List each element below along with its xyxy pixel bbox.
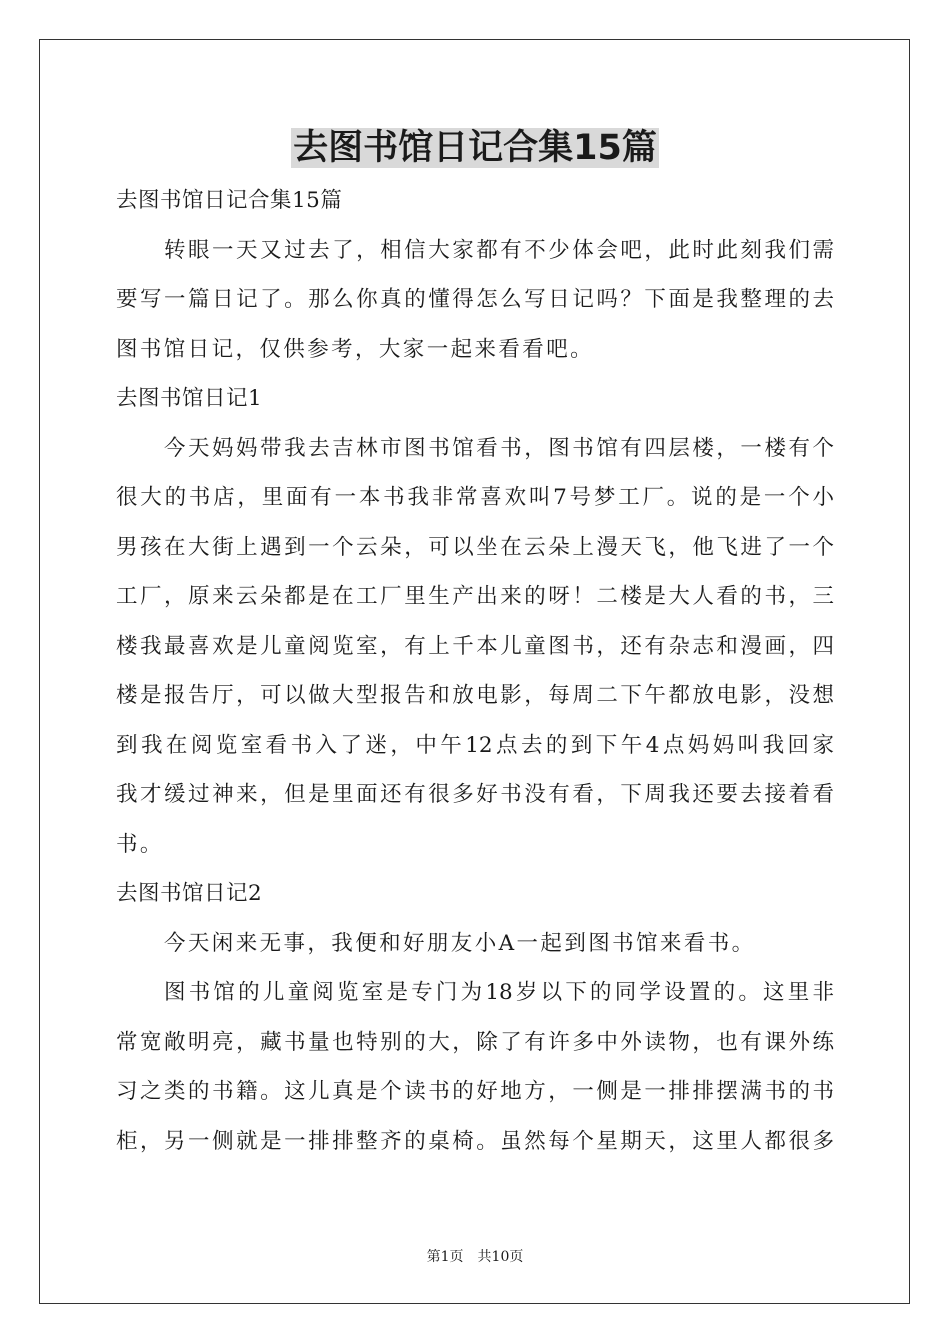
page-number: 第1页	[426, 1249, 464, 1265]
document-body	[116, 176, 834, 1166]
paragraph-line: 转眼一天又过去了，相信大家都有不少体会吧，此时此刻我们需	[164, 237, 834, 263]
paragraph-line: 男孩在大街上遇到一个云朵，可以坐在云朵上漫天飞，他飞进了一个	[116, 534, 834, 560]
paragraph-line: 今天闲来无事，我便和好朋友小A一起到图书馆来看书。	[164, 930, 756, 956]
document-title-text: 去图书馆日记合集15篇	[293, 128, 657, 168]
paragraph-line: 要写一篇日记了。那么你真的懂得怎么写日记吗？下面是我整理的去	[116, 287, 834, 312]
paragraph-line: 图书馆的儿童阅览室是专门为18岁以下的同学设置的。这里非	[164, 980, 834, 1005]
page-total: 共10页	[477, 1249, 524, 1265]
paragraph-line: 我才缓过神来，但是里面还有很多好书没有看，下周我还要去接着看	[116, 782, 834, 807]
paragraph-line: 书。	[116, 831, 164, 857]
section-heading: 去图书馆日记1	[116, 386, 263, 411]
document-title	[0, 124, 950, 172]
paragraph-line: 到我在阅览室看书入了迷，中午12点去的到下午4点妈妈叫我回家	[116, 732, 834, 758]
paragraph-line: 常宽敞明亮，藏书量也特别的大，除了有许多中外读物，也有课外练	[116, 1029, 834, 1055]
section-heading: 去图书馆日记2	[116, 881, 263, 906]
section-heading: 去图书馆日记合集15篇	[116, 188, 343, 213]
paragraph-line: 今天妈妈带我去吉林市图书馆看书，图书馆有四层楼，一楼有个	[164, 435, 834, 461]
paragraph-line: 楼是报告厅，可以做大型报告和放电影，每周二下午都放电影，没想	[116, 683, 834, 708]
paragraph-line: 柜，另一侧就是一排排整齐的桌椅。虽然每个星期天，这里人都很多	[116, 1128, 834, 1154]
paragraph-line: 习之类的书籍。这儿真是个读书的好地方，一侧是一排排摆满书的书	[116, 1079, 834, 1104]
paragraph-line: 图书馆日记，仅供参考，大家一起来看看吧。	[116, 336, 595, 362]
page-footer	[0, 1247, 950, 1267]
paragraph-line: 楼我最喜欢是儿童阅览室，有上千本儿童图书，还有杂志和漫画，四	[116, 633, 834, 659]
paragraph-line: 很大的书店，里面有一本书我非常喜欢叫7号梦工厂。说的是一个小	[116, 485, 834, 510]
paragraph-line: 工厂，原来云朵都是在工厂里生产出来的呀！二楼是大人看的书，三	[116, 584, 834, 609]
